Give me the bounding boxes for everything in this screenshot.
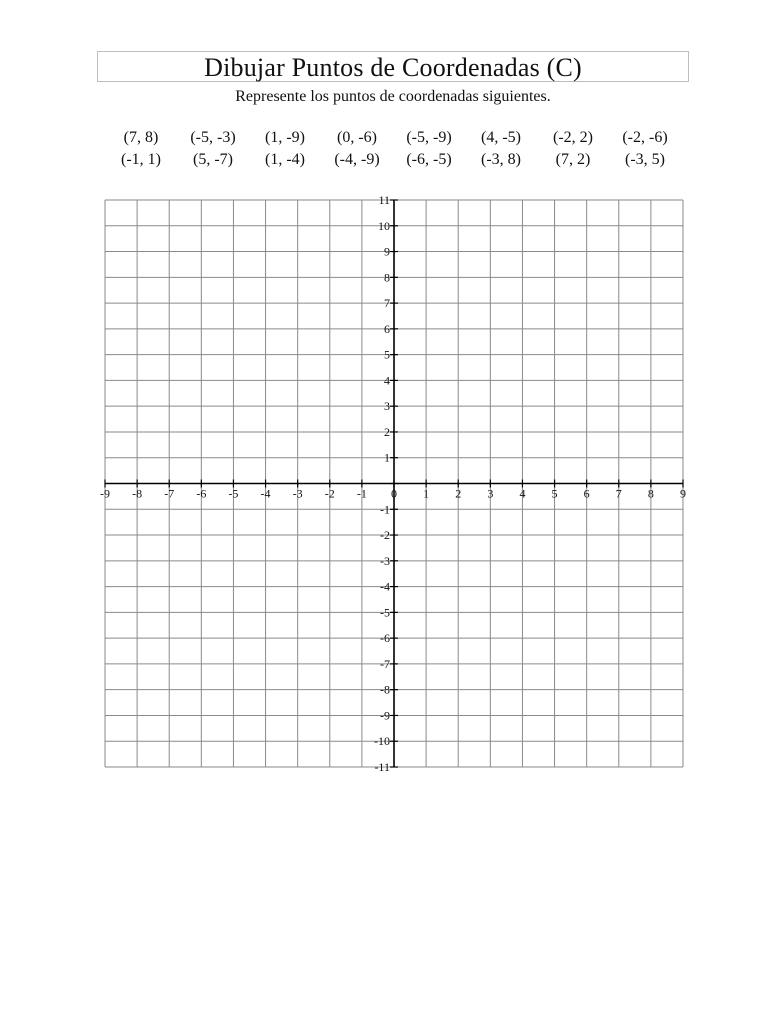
x-tick-label: -6 (196, 486, 207, 501)
coordinate-pair: (-2, -6) (622, 129, 668, 146)
y-tick-label: 1 (384, 450, 390, 465)
coordinate-pair: (7, 8) (123, 129, 159, 146)
x-tick-label: 1 (423, 486, 430, 501)
x-tick-label: -7 (164, 486, 175, 501)
coordinate-pair: (1, -9) (265, 129, 305, 146)
x-tick-label: 0 (391, 486, 397, 501)
y-tick-label: 5 (384, 347, 390, 362)
x-tick-label: 3 (487, 486, 494, 501)
y-tick-label: -7 (380, 656, 390, 671)
y-tick-label: 11 (378, 193, 390, 207)
y-tick-label: -4 (380, 579, 390, 594)
x-tick-label: -2 (324, 486, 335, 501)
worksheet-instructions: Represente los puntos de coordenadas siguientes. (235, 88, 551, 105)
x-tick-label: 2 (455, 486, 462, 501)
y-tick-label: -9 (380, 708, 390, 723)
y-tick-label: 2 (384, 424, 390, 439)
y-tick-label: 8 (384, 270, 390, 285)
y-tick-label: -5 (380, 605, 390, 620)
y-tick-label: 10 (378, 218, 390, 233)
x-tick-label: -4 (260, 486, 271, 501)
x-tick-label: -1 (356, 486, 367, 501)
coordinate-pair: (7, 2) (555, 151, 591, 168)
y-tick-label: -3 (380, 553, 390, 568)
x-tick-label: -8 (132, 486, 143, 501)
coordinate-pair: (-4, -9) (334, 151, 380, 168)
y-tick-label: -6 (380, 631, 390, 646)
coordinate-pair: (5, -7) (193, 151, 233, 168)
x-tick-label: 4 (519, 486, 526, 501)
x-tick-label: -5 (228, 486, 239, 501)
coordinate-pair: (-3, 8) (481, 151, 521, 168)
coordinate-pair: (1, -4) (265, 151, 305, 168)
coordinate-pair: (-5, -3) (190, 129, 236, 146)
y-tick-label: -11 (374, 760, 390, 774)
y-tick-label: 7 (384, 296, 390, 311)
y-tick-label: -8 (380, 682, 390, 697)
y-tick-label: -1 (380, 502, 390, 517)
x-tick-label: 6 (583, 486, 590, 501)
x-tick-label: 8 (647, 486, 654, 501)
x-tick-label: 7 (615, 486, 622, 501)
coordinate-pair: (-3, 5) (625, 151, 665, 168)
coordinate-pair: (-1, 1) (121, 151, 161, 168)
y-tick-label: -10 (374, 734, 390, 749)
coordinate-pair: (-2, 2) (553, 129, 593, 146)
y-tick-label: 9 (384, 244, 390, 259)
coordinate-pair: (-6, -5) (406, 151, 452, 168)
worksheet-title: Dibujar Puntos de Coordenadas (C) (97, 51, 689, 82)
y-tick-label: -2 (380, 528, 390, 543)
coordinate-pair: (-5, -9) (406, 129, 452, 146)
coordinate-pair: (4, -5) (481, 129, 521, 146)
y-tick-label: 3 (384, 399, 390, 414)
coordinate-pair: (0, -6) (337, 129, 377, 146)
y-tick-label: 6 (384, 321, 390, 336)
x-tick-label: 5 (551, 486, 558, 501)
y-tick-label: 4 (384, 373, 390, 388)
x-tick-label: -3 (292, 486, 303, 501)
x-tick-label: -9 (100, 486, 110, 501)
x-tick-label: 9 (680, 486, 686, 501)
